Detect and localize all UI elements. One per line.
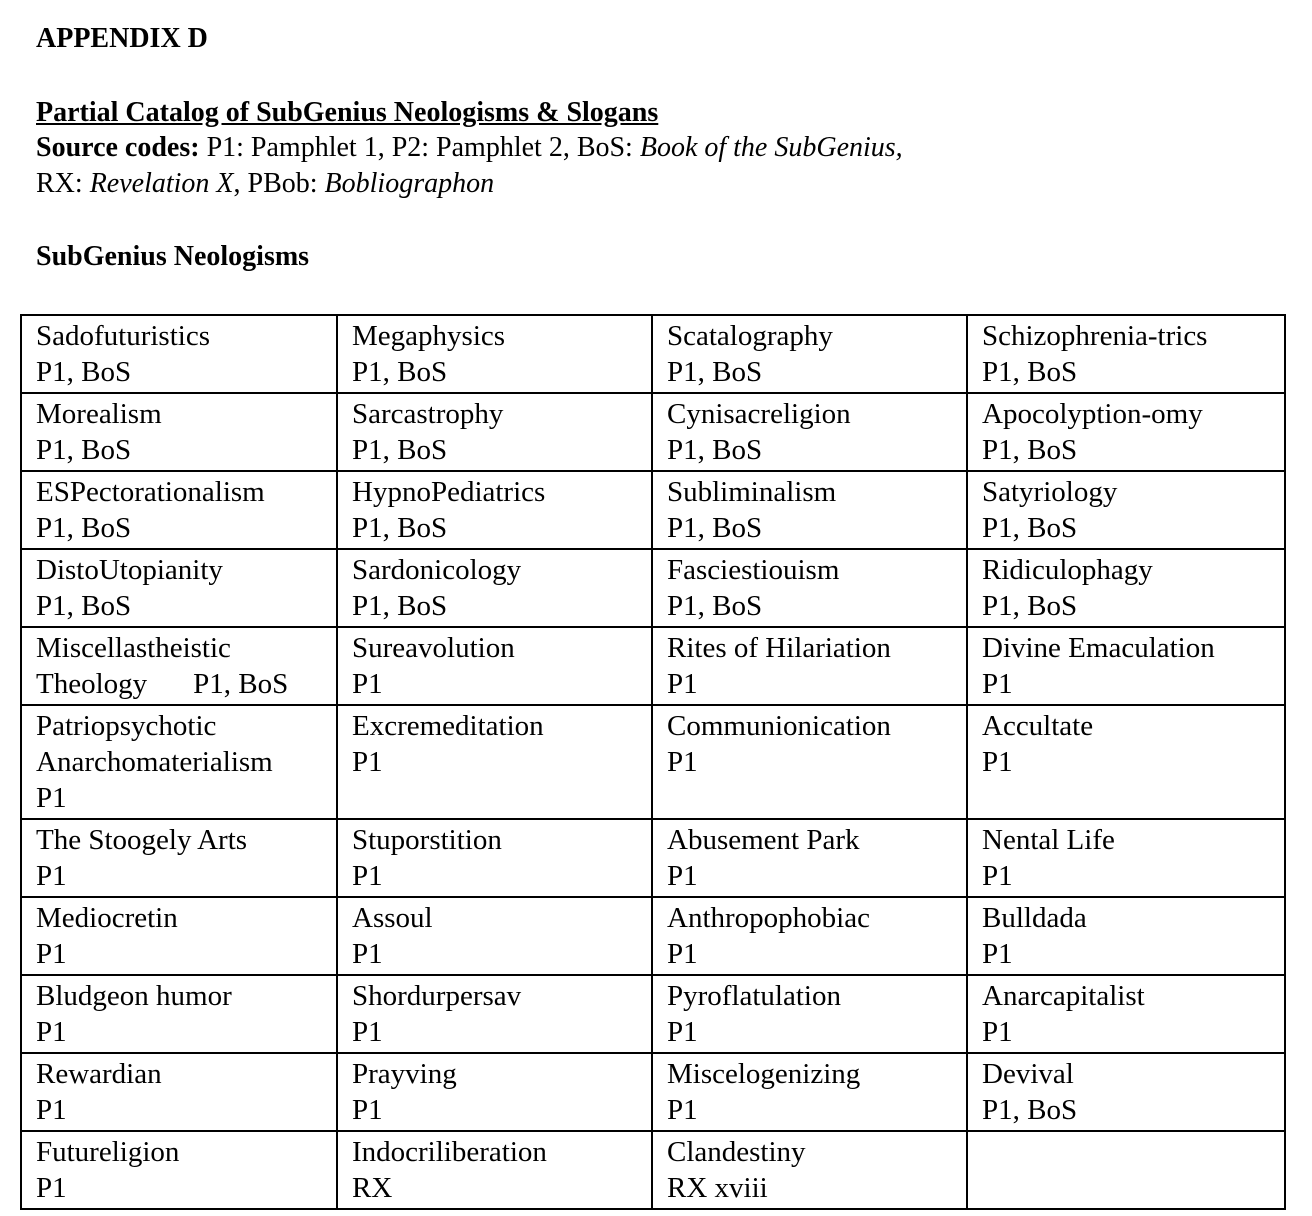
neologism-term: Bludgeon humor [36,980,232,1012]
neologism-source: P1 [36,782,67,814]
neologism-term: Anthropophobiac [667,902,870,934]
table-cell [967,1053,1285,1131]
neologism-term: Assoul [352,902,433,934]
neologism-source: P1 [667,1094,698,1126]
table-row [21,471,1285,549]
neologism-source: P1 [982,938,1013,970]
appendix-heading: APPENDIX D [36,23,208,54]
source-codes-label: Source codes: [36,132,200,163]
neologism-source: P1, BoS [667,434,763,466]
table-row [21,975,1285,1053]
source-codes-line-2 [36,166,1286,202]
table-cell [21,819,337,897]
neologism-term: Accultate [982,710,1094,742]
neologism-term: Anarcapitalist [982,980,1145,1012]
neologism-term: Sureavolution [352,632,515,664]
table-cell [337,1053,652,1131]
source-codes-pbob-title: Bobliographon [324,168,495,199]
neologism-source: P1 [36,860,67,892]
table-cell [21,705,337,819]
table-cell [967,705,1285,819]
neologism-term: Miscelogenizing [667,1058,861,1090]
neologism-source: P1 [982,860,1013,892]
table-row [21,897,1285,975]
neologism-source: P1 [667,668,698,700]
table-cell [21,315,337,393]
table-cell [652,471,967,549]
table-cell [337,549,652,627]
neologism-source: P1 [36,1094,67,1126]
table-row [21,705,1285,819]
table-cell [337,1131,652,1209]
table-row [21,627,1285,705]
neologism-source: P1 [352,860,383,892]
neologism-source: P1 [352,746,383,778]
neologism-term-continued: Theology [36,668,148,700]
table-row [21,393,1285,471]
term-source-line [36,666,322,702]
table-row [21,819,1285,897]
neologism-term: HypnoPediatrics [352,476,546,508]
neologism-source: P1, BoS [982,512,1078,544]
neologism-source: P1, BoS [667,512,763,544]
table-cell [21,549,337,627]
neologism-term: Ridiculophagy [982,554,1153,586]
neologism-source: P1, BoS [352,356,448,388]
table-cell [21,627,337,705]
table-cell [967,549,1285,627]
neologism-source: P1 [982,668,1013,700]
neologism-term: Mediocretin [36,902,178,934]
neologism-source: P1, BoS [982,356,1078,388]
neologism-term: Cynisacreligion [667,398,851,430]
neologism-term: Divine Emaculation [982,632,1215,664]
table-cell [337,897,652,975]
neologism-term: Sardonicology [352,554,522,586]
neologism-term: Megaphysics [352,320,506,352]
source-codes-rx-title: Revelation X [89,168,234,199]
neologism-term: Devival [982,1058,1074,1090]
table-cell [652,1131,967,1209]
neologism-source: P1, BoS [667,356,763,388]
neologism-source: P1 [667,860,698,892]
table-row [21,315,1285,393]
neologism-term: Sadofuturistics [36,320,210,352]
section-title: SubGenius Neologisms [36,241,310,272]
neologism-term: Rites of Hilariation [667,632,891,664]
neologism-source: P1 [352,938,383,970]
neologism-term: Satyriology [982,476,1118,508]
neologism-term: Fasciestiouism [667,554,840,586]
table-cell [967,315,1285,393]
neologism-term: Patriopsychotic [36,710,217,742]
table-cell [21,897,337,975]
neologism-source: P1 [667,746,698,778]
neologism-term: Scatalography [667,320,833,352]
table-cell [21,1131,337,1209]
table-row [21,549,1285,627]
table-cell [652,315,967,393]
neologism-term: Futureligion [36,1136,180,1168]
neologism-term: Prayving [352,1058,457,1090]
neologism-term: Abusement Park [667,824,860,856]
table-cell [21,1053,337,1131]
table-cell [21,471,337,549]
table-row [21,1131,1285,1209]
neologism-term: Shordurpersav [352,980,522,1012]
neologism-term: Sarcastrophy [352,398,504,430]
neologism-source: P1 [36,938,67,970]
neologism-source: P1 [982,1016,1013,1048]
source-codes-rx-prefix: RX: [36,168,90,199]
neologism-source: P1, BoS [982,434,1078,466]
neologism-source: P1 [36,1016,67,1048]
neologism-source: P1 [667,1016,698,1048]
neologism-source: P1, BoS [982,590,1078,622]
neologism-term: Communionication [667,710,891,742]
neologism-term: The Stoogely Arts [36,824,248,856]
table-cell [652,819,967,897]
neologism-source: P1 [667,938,698,970]
neologism-term: Apocolyption-omy [982,398,1203,430]
neologism-source: P1, BoS [193,668,289,700]
table-cell [967,627,1285,705]
table-row [21,1053,1285,1131]
table-cell [337,471,652,549]
neologism-source: P1 [352,668,383,700]
neologism-source: P1, BoS [36,356,132,388]
table-cell [652,705,967,819]
neologism-term: Clandestiny [667,1136,806,1168]
neologism-source: RX [352,1172,393,1204]
neologism-term: DistoUtopianity [36,554,223,586]
table-cell [967,819,1285,897]
neologism-source: P1 [352,1016,383,1048]
neologism-term: Miscellastheistic [36,632,231,664]
table-cell [21,975,337,1053]
table-cell [337,315,652,393]
table-cell [967,393,1285,471]
table-cell [967,471,1285,549]
neologism-term: ESPectorationalism [36,476,265,508]
neologism-term: Morealism [36,398,162,430]
table-cell [652,897,967,975]
source-codes-line-1 [36,130,1286,166]
neologism-term: Schizophrenia-trics [982,320,1208,352]
source-codes-p1: P1: Pamphlet 1, P2: Pamphlet 2, BoS: [199,132,640,163]
neologism-term: Stuporstition [352,824,502,856]
source-codes-pbob-prefix: , PBob: [233,168,325,199]
neologism-source: P1, BoS [352,434,448,466]
neologisms-table [20,314,1286,1210]
table-cell [337,393,652,471]
source-codes-bos-title: Book of the SubGenius, [639,132,903,163]
table-cell [967,1131,1285,1209]
neologism-source: P1, BoS [36,434,132,466]
neologism-term-continued: Anarchomaterialism [36,746,273,778]
table-cell [337,975,652,1053]
neologism-source: P1, BoS [36,512,132,544]
neologism-source: P1, BoS [982,1094,1078,1126]
neologism-term: Nental Life [982,824,1115,856]
table-cell [652,627,967,705]
catalog-title: Partial Catalog of SubGenius Neologisms & Slogans [36,97,659,128]
table-cell [652,549,967,627]
neologism-source: P1 [352,1094,383,1126]
neologism-term: Bulldada [982,902,1087,934]
neologism-source: P1 [982,746,1013,778]
table-cell [652,975,967,1053]
document-page [36,22,1286,274]
neologism-source: P1, BoS [36,590,132,622]
table-cell [652,393,967,471]
neologism-source: P1, BoS [667,590,763,622]
table-cell [967,975,1285,1053]
table-cell [967,897,1285,975]
neologism-source: P1 [36,1172,67,1204]
table-cell [652,1053,967,1131]
neologism-term: Rewardian [36,1058,162,1090]
table-cell [337,705,652,819]
table-cell [337,819,652,897]
neologism-term: Excremeditation [352,710,544,742]
neologism-source: P1, BoS [352,590,448,622]
neologism-term: Indocriliberation [352,1136,547,1168]
table-cell [21,393,337,471]
neologism-term: Subliminalism [667,476,837,508]
neologism-source: RX xviii [667,1172,768,1204]
neologism-term: Pyroflatulation [667,980,841,1012]
table-cell [337,627,652,705]
neologism-source: P1, BoS [352,512,448,544]
